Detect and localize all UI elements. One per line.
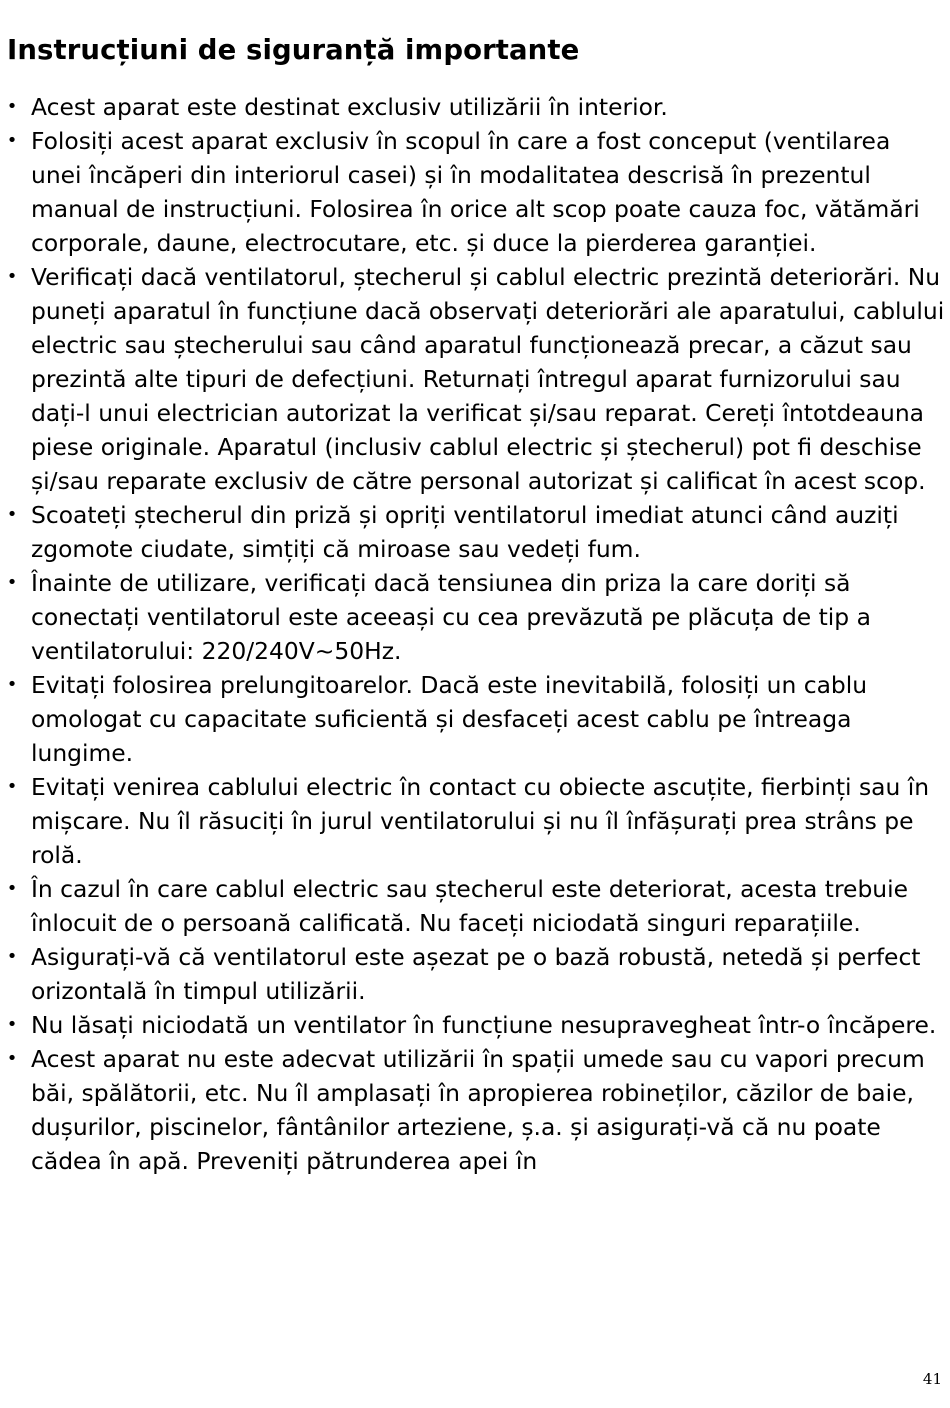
list-item-text: Folosiți acest aparat exclusiv în scopul în care a fost conceput (ventilarea unei încăperi din interiorul casei) și în modalitatea descrisă în prezentul manual de instrucțiuni. Folosirea în orice alt scop poate cauza foc, vătămări corporale, daune, electrocutare, etc. și duce la pierderea garanției. xyxy=(31,127,920,257)
bullet-icon: • xyxy=(6,504,18,525)
list-item xyxy=(0,1042,950,1178)
list-item-text: Acest aparat nu este adecvat utilizării în spații umede sau cu vapori precum băi, spălătorii, etc. Nu îl amplasați în apropierea robineților, căzilor de baie, dușurilor, piscinelor, fântânilor arteziene, ș.a. și asigurați-vă că nu poate cădea în apă. Preveniți pătrunderea apei în xyxy=(31,1045,925,1175)
list-item xyxy=(0,124,950,260)
list-item xyxy=(0,940,950,1008)
page-title: Instrucțiuni de siguranță importante xyxy=(7,34,580,66)
list-item-text: Evitați folosirea prelungitoarelor. Dacă este inevitabilă, folosiți un cablu omologat cu capacitate suficientă și desfaceți acest cablu pe întreaga lungime. xyxy=(31,671,868,767)
list-item-text: Înainte de utilizare, verificați dacă tensiunea din priza la care doriți să conectați ventilatorul este aceeași cu cea prevăzută pe plăcuța de tip a ventilatorului: 220/240V~50Hz. xyxy=(31,569,871,665)
list-item-text: Verificați dacă ventilatorul, ștecherul și cablul electric prezintă deteriorări. Nu puneți aparatul în funcțiune dacă observați deteriorări ale aparatului, cablului electric sau ștecherului sau când aparatul funcționează precar, a căzut sau prezintă alte tipuri de defecțiuni. Returnați întregul aparat furnizorului sau dați-l unui electrician autorizat la verificat și/sau reparat. Cereți întotdeauna piese originale. Aparatul (inclusiv cablul electric și ștecherul) pot fi deschise și/sau reparate exclusiv de către personal autorizat și calificat în acest scop. xyxy=(31,263,945,495)
list-item-text: Scoateți ștecherul din priză și opriți ventilatorul imediat atunci când auziți zgomote ciudate, simțiți că miroase sau vedeți fum. xyxy=(31,501,899,563)
list-item xyxy=(0,498,950,566)
bullet-icon: • xyxy=(6,946,18,967)
list-item xyxy=(0,668,950,770)
safety-instructions-list xyxy=(0,90,950,1178)
page-number: 41 xyxy=(922,1370,942,1388)
list-item xyxy=(0,260,950,498)
bullet-icon: • xyxy=(6,130,18,151)
list-item xyxy=(0,566,950,668)
list-item-text: Acest aparat este destinat exclusiv utilizării în interior. xyxy=(31,93,668,121)
bullet-icon: • xyxy=(6,674,18,695)
list-item xyxy=(0,872,950,940)
bullet-icon: • xyxy=(6,266,18,287)
list-item-text: În cazul în care cablul electric sau ștecherul este deteriorat, acesta trebuie înlocuit de o persoană calificată. Nu faceți niciodată singuri reparațiile. xyxy=(31,875,908,937)
list-item xyxy=(0,90,950,124)
bullet-icon: • xyxy=(6,1014,18,1035)
list-item-text: Evitați venirea cablului electric în contact cu obiecte ascuțite, fierbinți sau în mișcare. Nu îl răsuciți în jurul ventilatorului și nu îl înfășurați prea strâns pe rolă. xyxy=(31,773,930,869)
list-item xyxy=(0,1008,950,1042)
list-item-text: Asigurați-vă că ventilatorul este așezat pe o bază robustă, netedă și perfect orizontală în timpul utilizării. xyxy=(31,943,921,1005)
list-item xyxy=(0,770,950,872)
bullet-icon: • xyxy=(6,878,18,899)
bullet-icon: • xyxy=(6,776,18,797)
bullet-icon: • xyxy=(6,1048,18,1069)
bullet-icon: • xyxy=(6,96,18,117)
list-item-text: Nu lăsați niciodată un ventilator în funcțiune nesupravegheat într-o încăpere. xyxy=(31,1011,937,1039)
bullet-icon: • xyxy=(6,572,18,593)
